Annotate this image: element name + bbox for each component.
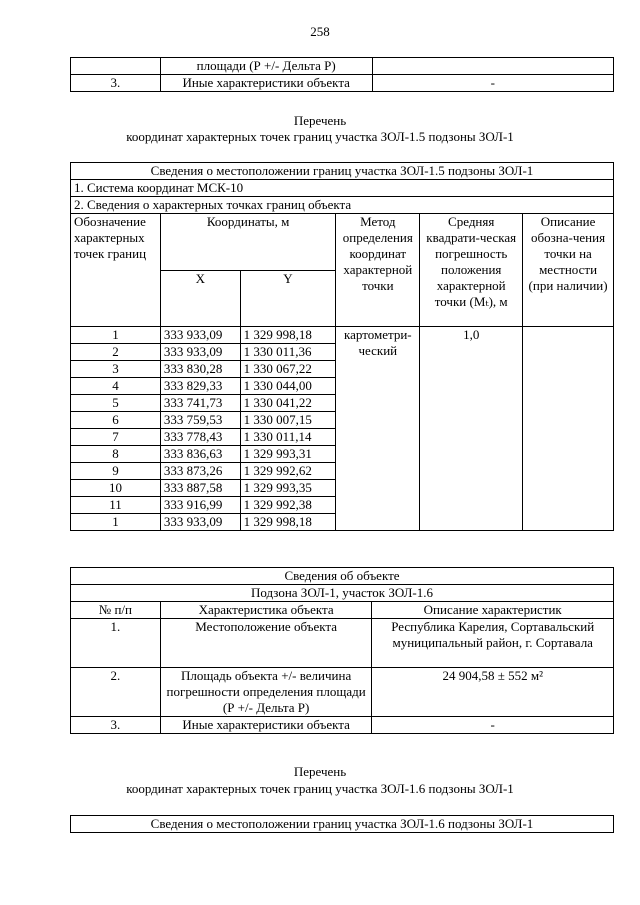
characteristic-cell: площади (Р +/- Дельта Р) bbox=[160, 58, 372, 75]
point-y: 1 330 041,22 bbox=[240, 395, 336, 412]
point-y: 1 329 998,18 bbox=[240, 514, 336, 531]
col-desc-header: Описание обозна-чения точки на местности (при наличии) bbox=[523, 214, 614, 327]
point-x: 333 741,73 bbox=[160, 395, 240, 412]
object-info-table bbox=[70, 567, 614, 734]
table-row bbox=[71, 58, 614, 75]
point-y: 1 330 044,00 bbox=[240, 378, 336, 395]
points-section-title: 2. Сведения о характерных точках границ объекта bbox=[71, 197, 614, 214]
table-row bbox=[71, 619, 614, 668]
point-x: 333 933,09 bbox=[160, 344, 240, 361]
point-y: 1 330 011,36 bbox=[240, 344, 336, 361]
description-cell bbox=[372, 58, 613, 75]
coordinates-table bbox=[70, 162, 614, 531]
point-number: 1 bbox=[71, 327, 161, 344]
list-title-line2: координат характерных точек границ участка ЗОЛ-1.6 подзоны ЗОЛ-1 bbox=[126, 781, 514, 796]
col-num-header: № п/п bbox=[71, 602, 161, 619]
location-desc-cell bbox=[523, 327, 614, 531]
point-number: 6 bbox=[71, 412, 161, 429]
table-row bbox=[71, 717, 614, 734]
table-row bbox=[71, 197, 614, 214]
col-x-header: X bbox=[160, 270, 240, 327]
col-coords-header: Координаты, м bbox=[160, 214, 335, 271]
point-x: 333 759,53 bbox=[160, 412, 240, 429]
table-row bbox=[71, 180, 614, 197]
point-y: 1 329 993,31 bbox=[240, 446, 336, 463]
point-number: 10 bbox=[71, 480, 161, 497]
point-y: 1 329 993,35 bbox=[240, 480, 336, 497]
description-cell: - bbox=[372, 717, 614, 734]
method-cell: картометри-ческий bbox=[336, 327, 420, 531]
point-y: 1 329 998,18 bbox=[240, 327, 336, 344]
col-designation-header: Обозначение характерных точек границ bbox=[71, 214, 161, 327]
characteristic-cell: Местоположение объекта bbox=[160, 619, 372, 668]
row-number: 2. bbox=[71, 668, 161, 717]
point-x: 333 830,28 bbox=[160, 361, 240, 378]
col-error-header: Средняя квадрати-ческая погрешность положения характерной точки (Mₜ), м bbox=[420, 214, 523, 327]
error-cell: 1,0 bbox=[420, 327, 523, 531]
col-char-header: Характеристика объекта bbox=[160, 602, 372, 619]
point-number: 5 bbox=[71, 395, 161, 412]
point-x: 333 829,33 bbox=[160, 378, 240, 395]
col-method-header: Метод определения координат характерной точки bbox=[336, 214, 420, 327]
point-number: 8 bbox=[71, 446, 161, 463]
coords-table-header: Сведения о местоположении границ участка ЗОЛ-1.5 подзоны ЗОЛ-1 bbox=[71, 163, 614, 180]
point-x: 333 887,58 bbox=[160, 480, 240, 497]
point-number: 4 bbox=[71, 378, 161, 395]
characteristic-cell: Площадь объекта +/- величина погрешности определения площади (Р +/- Дельта Р) bbox=[160, 668, 372, 717]
object-table-header: Сведения об объекте bbox=[71, 568, 614, 585]
row-number bbox=[71, 58, 161, 75]
characteristic-cell: Иные характеристики объекта bbox=[160, 75, 372, 92]
point-number: 1 bbox=[71, 514, 161, 531]
table-row bbox=[71, 668, 614, 717]
next-coordinates-table bbox=[70, 815, 614, 833]
next-table-header: Сведения о местоположении границ участка ЗОЛ-1.6 подзоны ЗОЛ-1 bbox=[71, 816, 614, 833]
point-number: 7 bbox=[71, 429, 161, 446]
column-header-row bbox=[71, 602, 614, 619]
point-number: 11 bbox=[71, 497, 161, 514]
description-cell: Республика Карелия, Сортавальский муниципальный район, г. Сортавала bbox=[372, 619, 614, 668]
point-x: 333 933,09 bbox=[160, 514, 240, 531]
page-number: 258 bbox=[310, 24, 330, 39]
point-number: 2 bbox=[71, 344, 161, 361]
characteristic-cell: Иные характеристики объекта bbox=[160, 717, 372, 734]
point-y: 1 329 992,38 bbox=[240, 497, 336, 514]
description-cell: 24 904,58 ± 552 м² bbox=[372, 668, 614, 717]
table-row bbox=[71, 327, 614, 344]
col-desc-header: Описание характеристик bbox=[372, 602, 614, 619]
table-header-row bbox=[71, 568, 614, 585]
table-row bbox=[71, 75, 614, 92]
description-cell: - bbox=[372, 75, 613, 92]
row-number: 3. bbox=[71, 75, 161, 92]
point-x: 333 778,43 bbox=[160, 429, 240, 446]
point-x: 333 916,99 bbox=[160, 497, 240, 514]
table-header-row bbox=[71, 585, 614, 602]
table-header-row bbox=[71, 816, 614, 833]
object-table-continuation bbox=[70, 57, 614, 92]
coordinate-system: 1. Система координат МСК-10 bbox=[71, 180, 614, 197]
point-x: 333 873,26 bbox=[160, 463, 240, 480]
point-number: 9 bbox=[71, 463, 161, 480]
col-y-header: Y bbox=[240, 270, 336, 327]
object-table-subheader: Подзона ЗОЛ-1, участок ЗОЛ-1.6 bbox=[71, 585, 614, 602]
point-y: 1 330 067,22 bbox=[240, 361, 336, 378]
row-number: 1. bbox=[71, 619, 161, 668]
point-y: 1 329 992,62 bbox=[240, 463, 336, 480]
list-title-line2: координат характерных точек границ участка ЗОЛ-1.5 подзоны ЗОЛ-1 bbox=[126, 129, 514, 144]
table-header-row bbox=[71, 163, 614, 180]
column-header-row bbox=[71, 214, 614, 271]
list-title-line1: Перечень bbox=[293, 113, 347, 128]
point-number: 3 bbox=[71, 361, 161, 378]
point-y: 1 330 007,15 bbox=[240, 412, 336, 429]
row-number: 3. bbox=[71, 717, 161, 734]
point-y: 1 330 011,14 bbox=[240, 429, 336, 446]
point-x: 333 933,09 bbox=[160, 327, 240, 344]
list-title-line1: Перечень bbox=[293, 764, 347, 779]
point-x: 333 836,63 bbox=[160, 446, 240, 463]
